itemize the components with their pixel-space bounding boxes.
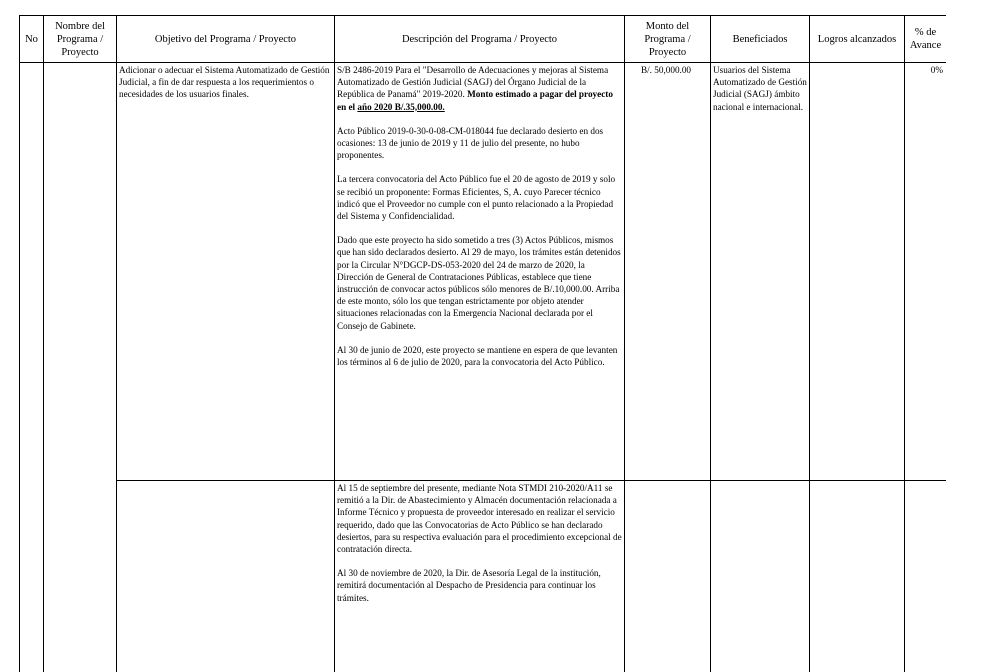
cell-beneficiados: [711, 481, 810, 672]
cell-logros: [810, 481, 905, 672]
cell-descripcion: [335, 63, 625, 481]
header-no: No: [20, 16, 44, 63]
header-monto: Monto del Programa / Proyecto: [625, 16, 711, 63]
cell-descripcion: [335, 481, 625, 672]
descripcion-paragraph: Dado que este proyecto ha sido sometido a tres (3) Actos Públicos, mismos que han sido declarados desierto. Al 29 de mayo, los trámites están detenidos por la Circular N°DGCP-DS-053-2020 del 24 de marzo de 2020, la Dirección de General de Contrataciones Públicas, establece que tiene instrucción de convocar actos públicos sólo menores de B/.10,000.00. Arriba de este monto, sólo los que tengan estrictamente por objeto atender situaciones relacionadas con la Emergencia Nacional declarada por el Consejo de Gabinete.: [337, 235, 621, 331]
descripcion-paragraph: Al 30 de noviembre de 2020, la Dir. de Asesoría Legal de la institución, remitirá documentación al Despacho de Presidencia para continuar los trámites.: [337, 568, 601, 603]
descripcion-paragraph: Acto Público 2019-0-30-0-08-CM-018044 fue declarado desierto en dos ocasiones: 13 de junio de 2019 y 11 de julio del presente, no hubo proponentes.: [337, 125, 604, 161]
objetivo-text: Adicionar o adecuar el Sistema Automatizado de Gestión Judicial, a fin de dar respuesta a los requerimientos o necesidades de los usuarios finales.: [119, 65, 330, 100]
cell-avance: [905, 63, 947, 481]
header-objetivo: Objetivo del Programa / Proyecto: [117, 16, 335, 63]
descripcion-paragraph: La tercera convocatoria del Acto Público fue el 20 de agosto de 2019 y solo se recibió un proponente: Formas Eficientes, S, A. cuyo Parecer técnico indicó que el Proveedor no cumple con el punto relacionado a la Propiedad del Sistema y Confidencialidad.: [337, 174, 616, 222]
cell-objetivo: [117, 63, 335, 481]
table-row: [20, 481, 947, 672]
cell-no: [20, 63, 44, 672]
cell-monto: [625, 481, 711, 672]
descripcion-paragraph: [337, 64, 622, 113]
cell-monto: [625, 63, 711, 481]
cell-logros: [810, 63, 905, 481]
header-beneficiados: Beneficiados: [711, 16, 810, 63]
cell-beneficiados: [711, 63, 810, 481]
cell-objetivo: [117, 481, 335, 672]
descripcion-paragraph: Al 30 de junio de 2020, este proyecto se mantiene en espera de que levanten los términos al 6 de julio de 2020, para la convocatoria del Acto Público.: [337, 344, 618, 368]
cell-nombre: [44, 63, 117, 672]
table-row: [20, 63, 947, 481]
header-descripcion: Descripción del Programa / Proyecto: [335, 16, 625, 63]
report-sheet: [19, 15, 946, 672]
descripcion-lead: S/B 2486-2019 Para el "Desarrollo de Adecuaciones y mejoras al Sistema Automatizado de Gestión Judicial (SAGJ) del Órgano Judicial de la República de Panamá" 2019-2020.: [337, 65, 609, 100]
avance-text: 0%: [930, 65, 943, 75]
header-logros: Logros alcanzados: [810, 16, 905, 63]
header-avance: % de Avance: [905, 16, 947, 63]
monto-text: B/. 50,000.00: [641, 65, 692, 75]
beneficiados-text: Usuarios del Sistema Automatizado de Gestión Judicial (SAGJ) ámbito nacional e internacional.: [713, 65, 807, 112]
descripcion-paragraph: Al 15 de septiembre del presente, mediante Nota STMDI 210-2020/A11 se remitió a la Dir. de Abastecimiento y Almacén documentación relacionada a Informe Técnico y propuesta de proveedor interesado en realizar el servicio requerido, dado que las Convocatorias de Acto Público se han declarado desiertos, para su respectiva evaluación para el procedimiento excepcional de contratación directa.: [337, 483, 622, 555]
cell-avance: [905, 481, 947, 672]
header-nombre: Nombre del Programa / Proyecto: [44, 16, 117, 63]
table-header-row: [20, 16, 947, 63]
descripcion-monto-anual: año 2020 B/.35,000.00.: [357, 101, 445, 112]
program-table: [19, 15, 946, 672]
descripcion-monto-estimado: Monto estimado a pagar del proyecto en el: [337, 89, 613, 112]
